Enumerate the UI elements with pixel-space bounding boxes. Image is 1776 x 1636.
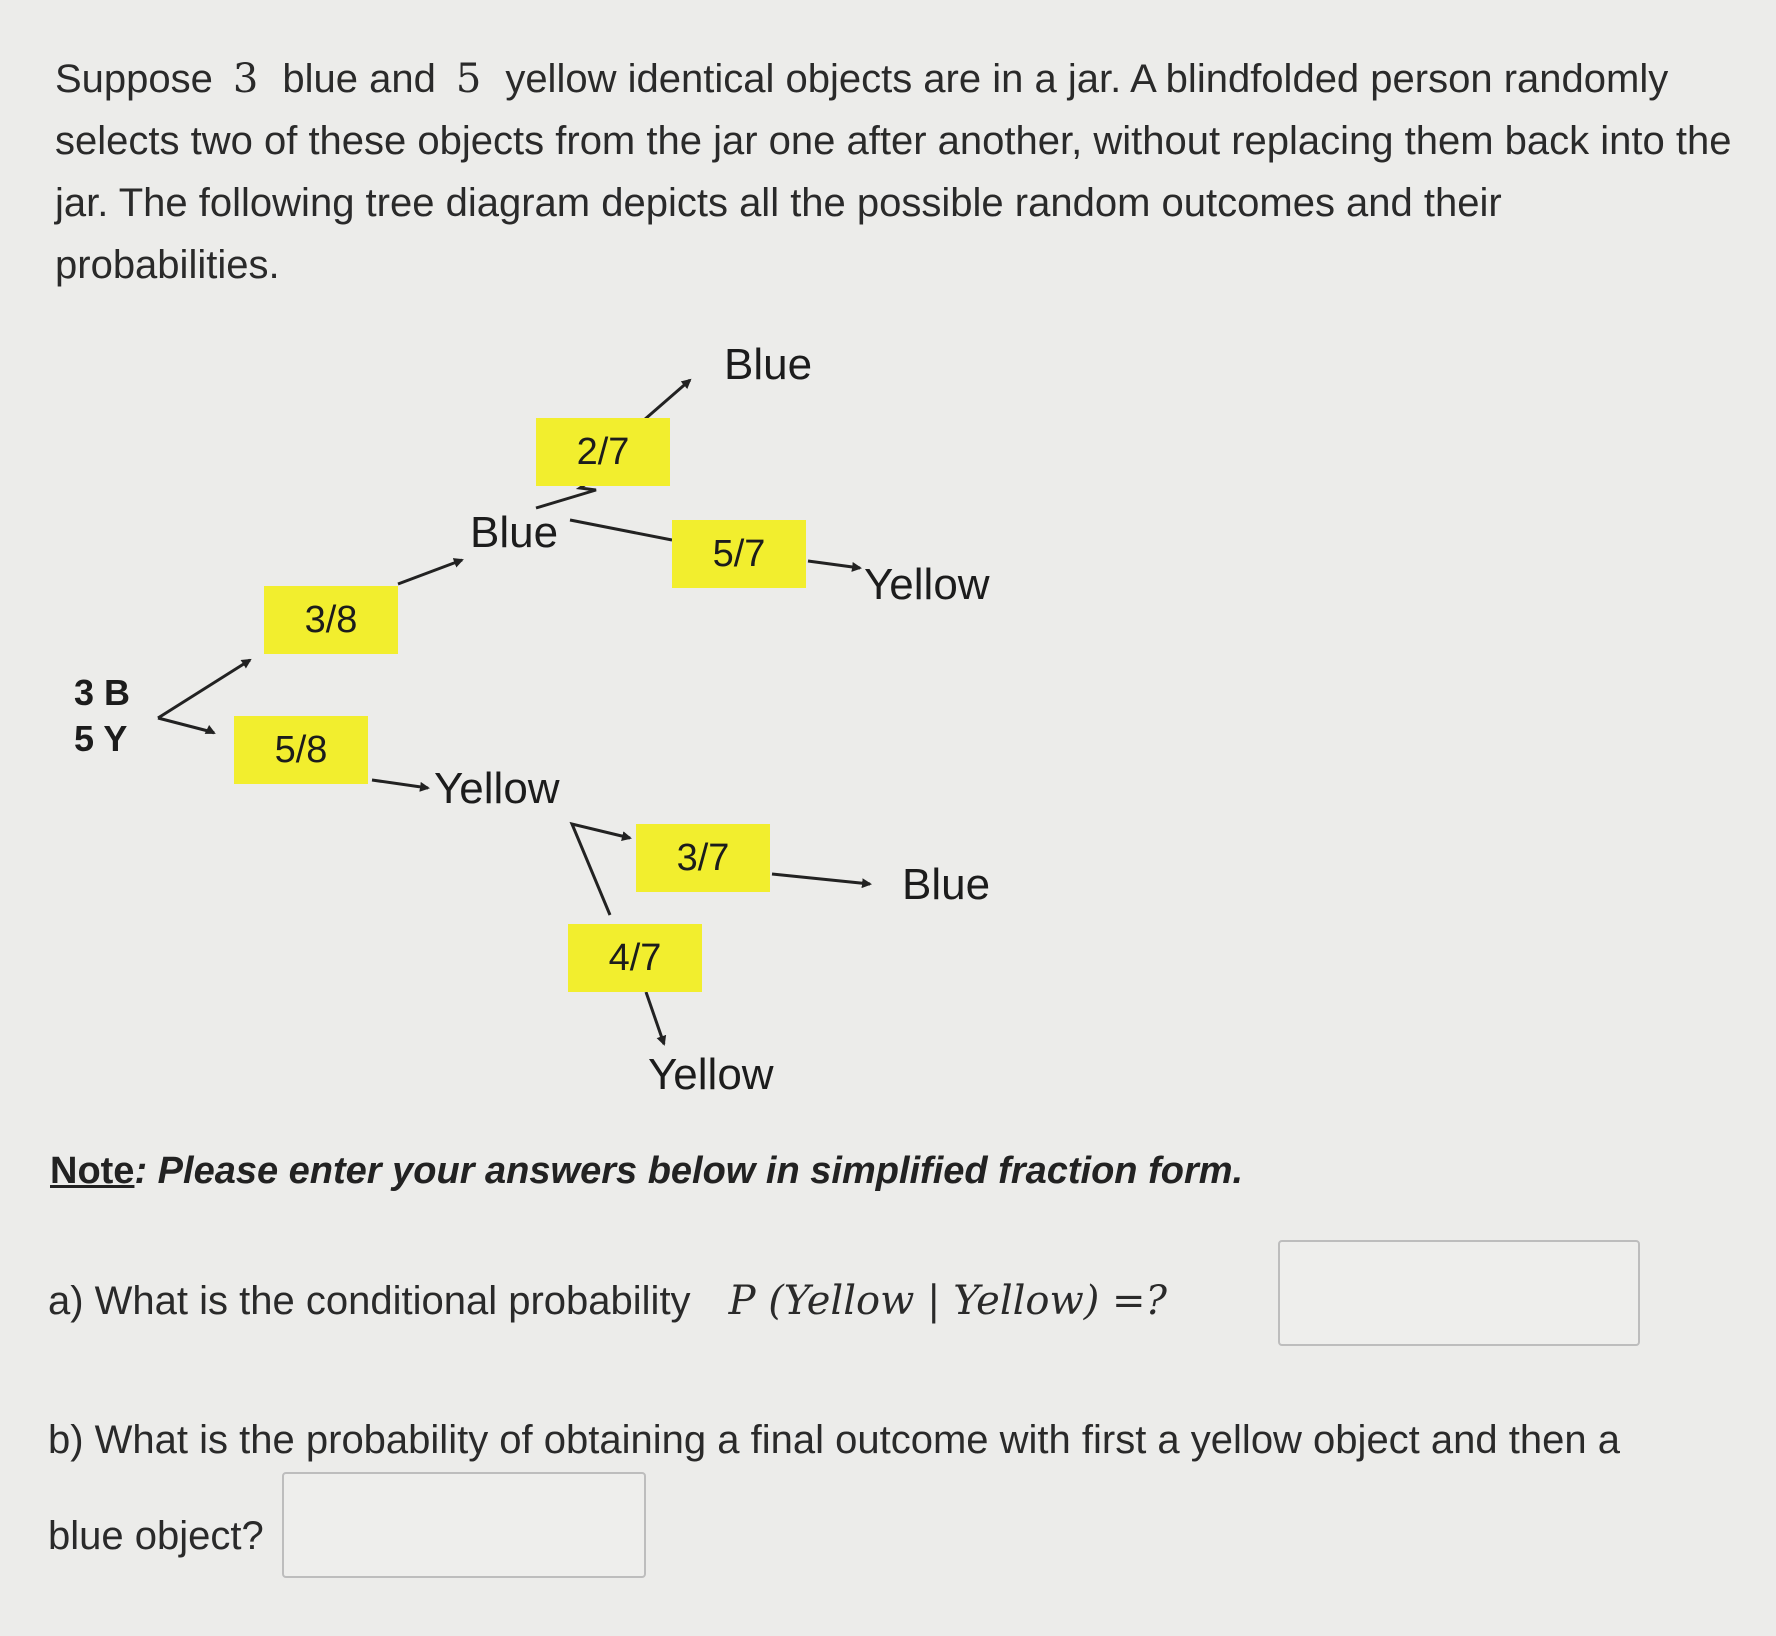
prob-blue-yellow: 5/7 [672,520,806,588]
intro-mid: blue and [282,57,436,101]
branch-yellow-fork [572,824,630,915]
prob-first-yellow: 5/8 [234,716,368,784]
prob-first-blue: 3/8 [264,586,398,654]
answer-b-input[interactable] [282,1472,646,1578]
tree-root [74,670,130,762]
question-b-line2: blue object? [48,1514,264,1558]
branch-root-blue [158,660,250,718]
branch-blue-yellow [570,520,672,540]
answer-a-input[interactable] [1278,1240,1640,1346]
prob-blue-blue: 2/7 [536,418,670,486]
prob-yellow-yellow: 4/7 [568,924,702,992]
branch-to-yellow [372,780,428,788]
label-outcome-yellow-blue: Blue [902,860,991,909]
yellow-count: 5 [455,56,482,102]
note-text: : Please enter your answers below in simplified fraction form. [134,1150,1244,1192]
prob-yellow-blue: 3/7 [636,824,770,892]
root-blue-count: 3 B [74,672,131,713]
question-a [48,1278,1167,1324]
label-first-yellow: Yellow [434,764,560,813]
intro-pre: Suppose [55,57,213,101]
intro-rest: yellow identical objects are in a jar. A blindfolded person randomly selects two of these objects from the jar one after another, without replacing them back into the jar. The following tree diagram depicts all the possible random outcomes and their probabilities. [55,57,1732,287]
branch-yellow-yellow [646,992,664,1044]
label-first-blue: Blue [470,508,559,557]
question-a-text: a) What is the conditional probability [48,1279,691,1323]
note [50,1150,1243,1193]
question-b-line1: b) What is the probability of obtaining a final outcome with first a yellow object and then a [48,1418,1620,1462]
problem-statement [55,48,1735,296]
label-outcome-yellow-yellow: Yellow [648,1050,774,1099]
root-yellow-count: 5 Y [74,718,128,759]
branch-to-blue [398,560,462,584]
label-outcome-blue-yellow: Yellow [864,560,990,609]
blue-count: 3 [232,56,259,102]
branch-yellow-blue [772,874,870,884]
question-a-math: P (Yellow | Yellow) =? [728,1278,1167,1324]
branch-root-yellow [158,718,212,732]
label-outcome-blue-blue: Blue [724,340,813,389]
note-prefix: Note [50,1150,135,1192]
